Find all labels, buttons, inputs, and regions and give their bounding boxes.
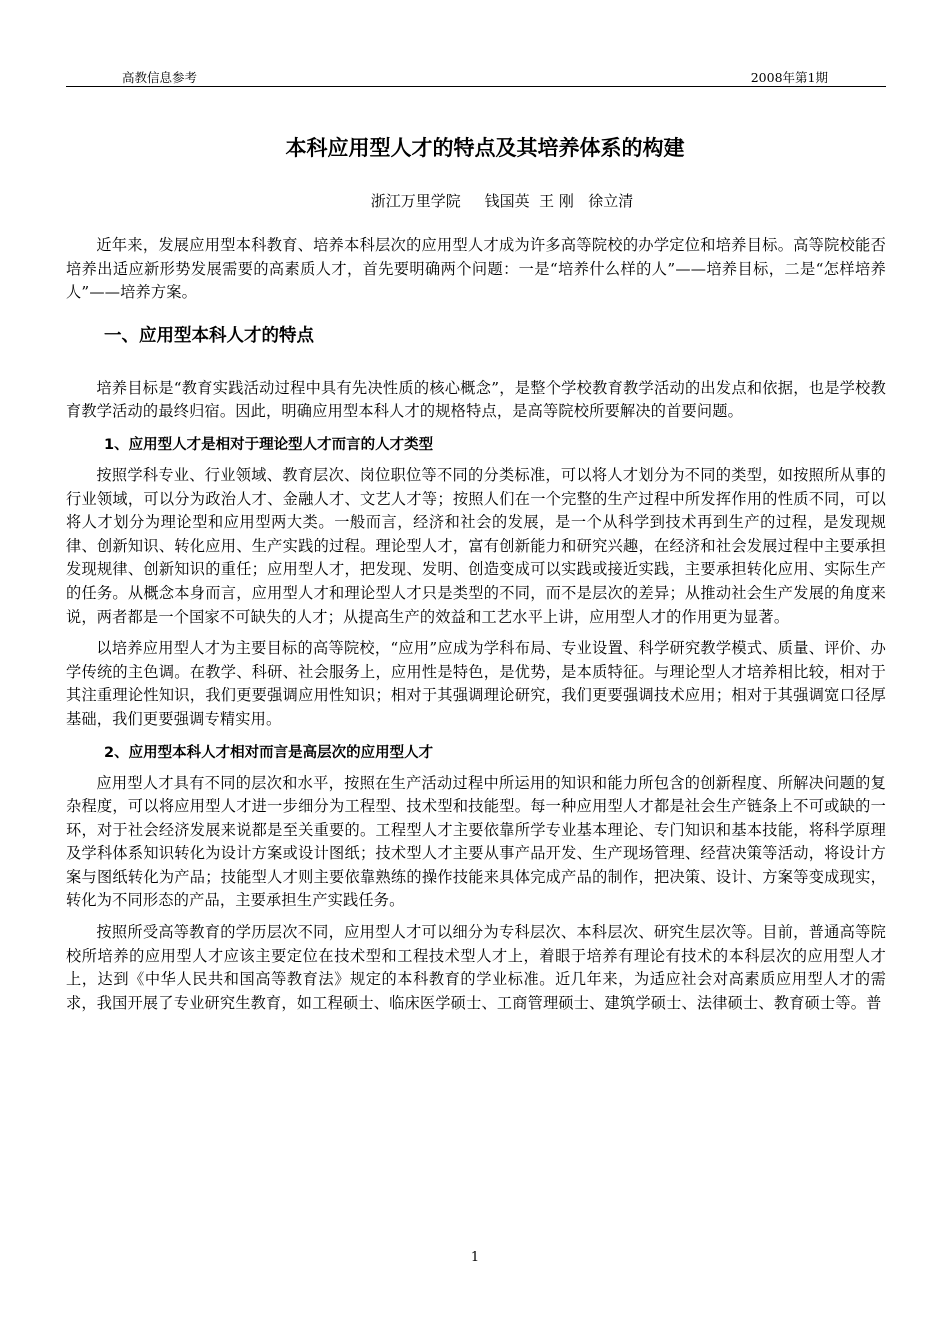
author-names: 钱国英 王 刚 徐立清 (484, 192, 634, 210)
section1-paragraph: 培养目标是“教育实践活动过程中具有先决性质的核心概念”，是整个学校教育教学活动的出发点和依据，也是学校教育教学活动的最终归宿。因此，明确应用型本科人才的规格特点，是高等院校所要解决的首要问题。 (66, 378, 886, 421)
institution: 浙江万里学院 (370, 192, 461, 210)
subsection1-paragraph-1: 按照学科专业、行业领域、教育层次、岗位职位等不同的分类标准，可以将人才划分为不同的类型，如按照所从事的行业领域，可以分为政治人才、金融人才、文艺人才等；按照人们在一个完整的生产过程中所发挥作用的性质不同，可以将人才划分为理论型和应用型两大类。一般而言，经济和社会的发展，是一个从科学到技术再到生产的过程，是发现规律、创新知识、转化应用、生产实践的过程。理论型人才，富有创新能力和研究兴趣，在经济和社会发展过程中主要承担发现规律、创新知识的重任；应用型人才，把发现、发明、创造变成可以实践或接近实践，主要承担转化应用、实际生产的任务。从概念本身而言，应用型人才和理论型人才只是类型的不同，而不是层次的差异；从推动社会生产发展的角度来说，两者都是一个国家不可缺失的人才；从提高生产的效益和工艺水平上讲，应用型人才的作用更为显著。 (66, 465, 886, 626)
article-title: 本科应用型人才的特点及其培养体系的构建 (285, 136, 685, 160)
issue-number: 2008年第1期 (750, 70, 828, 85)
subsection-heading-2: 2、应用型本科人才相对而言是高层次的应用型人才 (104, 744, 434, 761)
author-line (118, 188, 886, 214)
intro-paragraph: 近年来，发展应用型本科教育、培养本科层次的应用型人才成为许多高等院校的办学定位和培养目标。高等院校能否培养出适应新形势发展需要的高素质人才，首先要明确两个问题：一是“培养什么样的人”——培养目标，二是“怎样培养人”——培养方案。 (66, 236, 886, 302)
subsection-heading-1: 1、应用型人才是相对于理论型人才而言的人才类型 (104, 436, 434, 453)
journal-name: 高教信息参考 (122, 70, 198, 85)
section-heading-1: 一、应用型本科人才的特点 (104, 325, 314, 346)
subsection2-paragraph-2: 按照所受高等教育的学历层次不同，应用型人才可以细分为专科层次、本科层次、研究生层次等。目前，普通高等院校所培养的应用型人才应该主要定位在技术型和工程技术型人才上，着眼于培养有理论有技术的本科层次的应用型人才上，达到《中华人民共和国高等教育法》规定的本科教育的学业标准。近几年来，为适应社会对高素质应用型人才的需求，我国开展了专业研究生教育，如工程硕士、临床医学硕士、工商管理硕士、建筑学硕士、法律硕士、教育硕士等。普 (66, 923, 886, 1012)
page-number: 1 (470, 1250, 480, 1265)
article-body (66, 128, 886, 1015)
running-header (66, 66, 886, 87)
subsection2-paragraph-1: 应用型人才具有不同的层次和水平，按照在生产活动过程中所运用的知识和能力所包含的创新程度、所解决问题的复杂程度，可以将应用型人才进一步细分为工程型、技术型和技能型。每一种应用型人才都是社会生产链条上不可或缺的一环，对于社会经济发展来说都是至关重要的。工程型人才主要依靠所学专业基本理论、专门知识和基本技能，将科学原理及学科体系知识转化为设计方案或设计图纸；技术型人才主要从事产品开发、生产现场管理、经营决策等活动，将设计方案与图纸转化为产品；技能型人才则主要依靠熟练的操作技能来具体完成产品的制作，把决策、设计、方案等变成现实，转化为不同形态的产品，主要承担生产实践任务。 (66, 773, 886, 910)
subsection1-paragraph-2: 以培养应用型人才为主要目标的高等院校，“应用”应成为学科布局、专业设置、科学研究教学模式、质量、评价、办学传统的主色调。在教学、科研、社会服务上，应用性是特色，是优势，是本质特征。与理论型人才培养相比较，相对于其注重理论性知识，我们更要强调应用性知识；相对于其强调理论研究，我们更要强调技术应用；相对于其强调宽口径厚基础，我们更要强调专精实用。 (66, 639, 886, 728)
